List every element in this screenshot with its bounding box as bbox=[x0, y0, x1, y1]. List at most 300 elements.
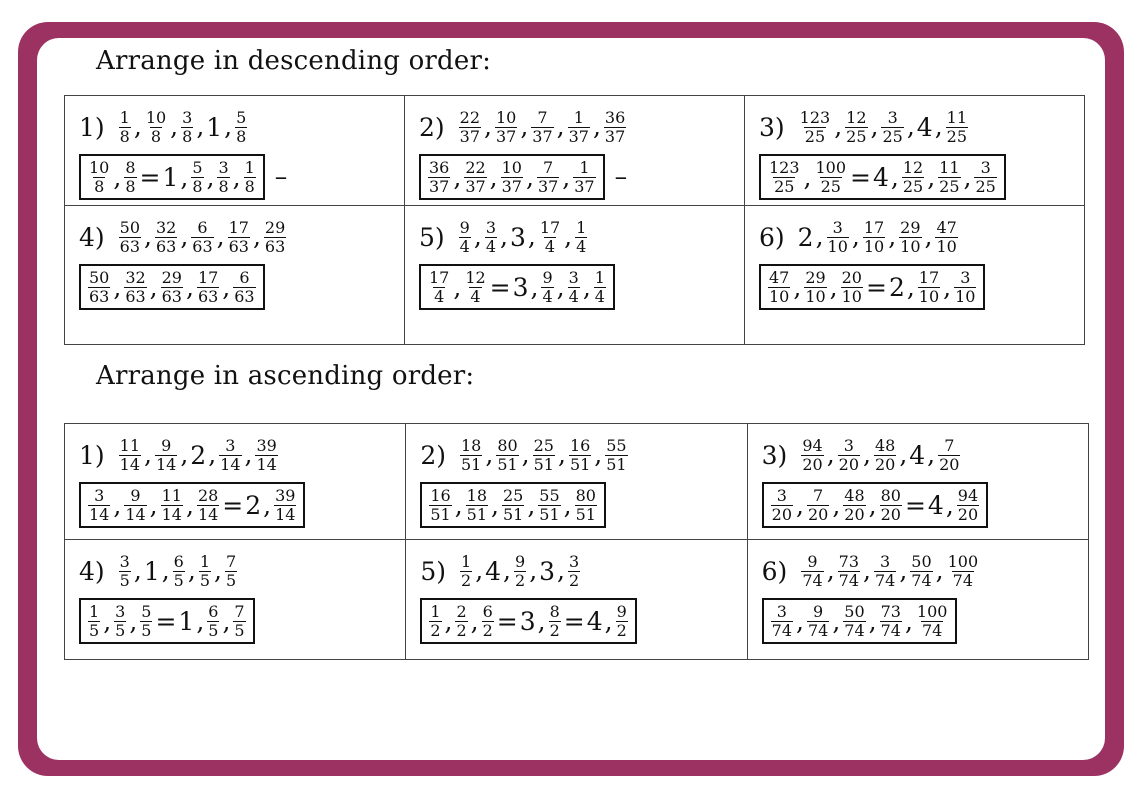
fraction bbox=[573, 157, 595, 196]
numerator: 3 bbox=[225, 435, 236, 455]
denominator: 8 bbox=[119, 126, 130, 146]
answer-box bbox=[79, 154, 265, 200]
question-expression bbox=[458, 435, 630, 474]
fraction bbox=[496, 435, 518, 474]
fraction bbox=[954, 267, 976, 306]
fraction bbox=[124, 267, 146, 306]
numerator: 123 bbox=[799, 107, 831, 127]
fraction bbox=[874, 551, 896, 590]
problem-cell bbox=[406, 540, 747, 660]
denominator: 2 bbox=[456, 620, 467, 640]
comma: , bbox=[180, 439, 189, 469]
heading-ascending: Arrange in ascending order: bbox=[96, 361, 475, 391]
numerator: 1 bbox=[430, 601, 441, 621]
denominator: 14 bbox=[275, 504, 296, 524]
comma: , bbox=[890, 163, 899, 192]
numerator: 17 bbox=[429, 267, 450, 287]
denominator: 74 bbox=[880, 620, 901, 640]
fraction bbox=[568, 267, 580, 306]
denominator: 63 bbox=[161, 286, 182, 306]
descending-table bbox=[64, 95, 1085, 345]
numerator: 3 bbox=[960, 267, 971, 287]
equals-sign: = bbox=[489, 272, 511, 302]
comma: , bbox=[927, 439, 936, 469]
fraction bbox=[228, 217, 250, 256]
comma: , bbox=[796, 607, 804, 636]
problem-cell bbox=[65, 540, 406, 660]
denominator: 10 bbox=[863, 236, 885, 256]
comma: , bbox=[527, 491, 536, 520]
question bbox=[419, 212, 744, 262]
numerator: 32 bbox=[125, 267, 146, 287]
comma: , bbox=[924, 221, 933, 251]
fraction bbox=[145, 107, 167, 146]
comma: , bbox=[473, 221, 482, 251]
numerator: 1 bbox=[461, 551, 472, 571]
numerator: 1 bbox=[576, 217, 587, 237]
numerator: 6 bbox=[208, 601, 219, 621]
problem-cell bbox=[405, 206, 745, 345]
comma: , bbox=[144, 439, 152, 469]
denominator: 8 bbox=[125, 176, 136, 196]
comma: , bbox=[562, 163, 571, 192]
comma: , bbox=[520, 111, 529, 141]
denominator: 4 bbox=[576, 236, 587, 256]
comma: , bbox=[530, 273, 539, 302]
numerator: 3 bbox=[218, 157, 229, 177]
fraction bbox=[575, 217, 587, 256]
comma: , bbox=[180, 221, 189, 251]
comma: , bbox=[113, 273, 122, 302]
fraction bbox=[838, 551, 860, 590]
fraction bbox=[771, 601, 793, 640]
denominator: 51 bbox=[606, 454, 627, 474]
denominator: 10 bbox=[841, 286, 862, 306]
fraction bbox=[616, 601, 628, 640]
numerator: 29 bbox=[900, 217, 921, 237]
comma: , bbox=[557, 555, 565, 585]
denominator: 5 bbox=[225, 570, 237, 590]
problem-number: 6) bbox=[761, 556, 788, 586]
fraction bbox=[124, 157, 136, 196]
fraction bbox=[974, 157, 996, 196]
numerator: 3 bbox=[843, 435, 854, 455]
denominator: 74 bbox=[802, 570, 823, 590]
comma: , bbox=[826, 439, 835, 469]
fraction bbox=[918, 267, 940, 306]
trailing-dash: – bbox=[614, 161, 628, 191]
fraction bbox=[531, 107, 553, 146]
numerator: 3 bbox=[776, 601, 787, 621]
comma: , bbox=[113, 163, 122, 192]
comma: , bbox=[208, 439, 217, 469]
numerator: 9 bbox=[616, 601, 627, 621]
numerator: 7 bbox=[234, 601, 245, 621]
comma: , bbox=[537, 607, 546, 636]
answer-box bbox=[79, 598, 255, 644]
denominator: 63 bbox=[192, 236, 213, 256]
fraction bbox=[863, 217, 885, 256]
numerator: 12 bbox=[465, 267, 486, 287]
comma: , bbox=[144, 221, 152, 251]
question-expression bbox=[457, 217, 590, 256]
fraction bbox=[199, 551, 211, 590]
comma: , bbox=[454, 491, 463, 520]
fraction bbox=[225, 551, 237, 590]
denominator: 2 bbox=[569, 570, 580, 590]
problem-number: 2) bbox=[420, 440, 446, 470]
comma: , bbox=[906, 273, 915, 302]
denominator: 74 bbox=[874, 570, 896, 590]
fraction bbox=[768, 157, 801, 196]
denominator: 63 bbox=[125, 286, 146, 306]
denominator: 74 bbox=[844, 620, 865, 640]
question bbox=[420, 546, 746, 596]
comma: , bbox=[594, 439, 603, 469]
numerator: 47 bbox=[769, 267, 790, 287]
comma: , bbox=[557, 439, 566, 469]
denominator: 20 bbox=[880, 504, 901, 524]
fraction bbox=[841, 267, 863, 306]
denominator: 14 bbox=[119, 454, 141, 474]
denominator: 4 bbox=[470, 286, 481, 306]
denominator: 5 bbox=[199, 570, 210, 590]
numerator: 9 bbox=[130, 485, 141, 505]
fraction bbox=[514, 551, 526, 590]
numerator: 29 bbox=[264, 217, 286, 237]
numerator: 1 bbox=[573, 107, 584, 127]
numerator: 36 bbox=[604, 107, 626, 127]
answer-row bbox=[762, 480, 1088, 528]
comma: , bbox=[252, 221, 261, 251]
comma: , bbox=[563, 491, 572, 520]
numerator: 17 bbox=[539, 217, 561, 237]
denominator: 14 bbox=[89, 504, 110, 524]
comma: , bbox=[863, 439, 871, 469]
fraction bbox=[946, 107, 968, 146]
denominator: 2 bbox=[549, 620, 560, 640]
whole-number: 4 bbox=[485, 556, 502, 586]
fraction bbox=[575, 485, 597, 524]
question bbox=[79, 102, 404, 152]
comma: , bbox=[149, 491, 158, 520]
denominator: 2 bbox=[616, 620, 627, 640]
numerator: 29 bbox=[161, 267, 182, 287]
numerator: 6 bbox=[239, 267, 250, 287]
problem-number: 6) bbox=[759, 222, 785, 252]
numerator: 3 bbox=[115, 601, 126, 621]
denominator: 37 bbox=[465, 176, 486, 196]
fraction bbox=[549, 601, 561, 640]
denominator: 51 bbox=[539, 504, 560, 524]
numerator: 100 bbox=[947, 551, 979, 571]
comma: , bbox=[133, 555, 142, 585]
fraction bbox=[537, 157, 559, 196]
numerator: 11 bbox=[161, 485, 182, 505]
denominator: 37 bbox=[459, 126, 481, 146]
comma: , bbox=[899, 439, 908, 469]
denominator: 5 bbox=[234, 620, 245, 640]
ascending-table bbox=[64, 423, 1089, 660]
numerator: 3 bbox=[569, 551, 580, 571]
comma: , bbox=[196, 111, 205, 141]
fraction bbox=[604, 107, 626, 146]
numerator: 100 bbox=[815, 157, 847, 177]
problem-number: 2) bbox=[419, 112, 445, 142]
whole-number: 1 bbox=[143, 556, 160, 586]
comma: , bbox=[834, 111, 843, 141]
whole-number: 2 bbox=[245, 490, 262, 520]
answer-box bbox=[420, 482, 606, 528]
problem-cell bbox=[65, 96, 405, 206]
fraction bbox=[881, 107, 903, 146]
numerator: 3 bbox=[776, 485, 787, 505]
numerator: 50 bbox=[911, 551, 932, 571]
fraction bbox=[464, 267, 486, 306]
numerator: 10 bbox=[89, 157, 110, 177]
denominator: 4 bbox=[568, 286, 579, 306]
answer-row bbox=[79, 480, 405, 528]
comma: , bbox=[832, 607, 841, 636]
numerator: 12 bbox=[846, 107, 867, 127]
numerator: 3 bbox=[94, 485, 105, 505]
comma: , bbox=[232, 163, 241, 192]
fraction bbox=[935, 217, 957, 256]
whole-number: 2 bbox=[888, 272, 905, 302]
fraction bbox=[429, 601, 441, 640]
fraction bbox=[428, 157, 450, 196]
answer-box bbox=[759, 264, 985, 310]
denominator: 63 bbox=[155, 236, 177, 256]
numerator: 12 bbox=[902, 157, 924, 177]
denominator: 74 bbox=[922, 620, 943, 640]
denominator: 2 bbox=[515, 570, 526, 590]
fraction bbox=[902, 157, 924, 196]
comma: , bbox=[491, 491, 499, 520]
comma: , bbox=[485, 439, 494, 469]
numerator: 47 bbox=[936, 217, 957, 237]
equals-sign: = bbox=[865, 272, 887, 302]
answer-row bbox=[79, 596, 405, 644]
question-expression bbox=[797, 217, 960, 256]
denominator: 8 bbox=[94, 176, 105, 196]
denominator: 4 bbox=[594, 286, 605, 306]
comma: , bbox=[826, 555, 835, 585]
problem-cell bbox=[406, 424, 747, 540]
numerator: 6 bbox=[173, 551, 184, 571]
fraction bbox=[801, 435, 823, 474]
numerator: 9 bbox=[515, 551, 526, 571]
numerator: 9 bbox=[813, 601, 824, 621]
denominator: 5 bbox=[89, 620, 100, 640]
numerator: 50 bbox=[844, 601, 865, 621]
fraction bbox=[255, 435, 277, 474]
denominator: 20 bbox=[771, 504, 793, 524]
whole-number: 1 bbox=[206, 112, 223, 142]
numerator: 3 bbox=[119, 551, 130, 571]
answer-row bbox=[79, 152, 404, 200]
question bbox=[762, 430, 1088, 480]
fraction bbox=[541, 267, 553, 306]
problem-cell bbox=[745, 96, 1085, 206]
comma: , bbox=[263, 491, 272, 520]
answer-row bbox=[759, 262, 1084, 310]
comma: , bbox=[829, 273, 838, 302]
fraction bbox=[264, 217, 286, 256]
fraction bbox=[807, 601, 829, 640]
fraction bbox=[957, 485, 979, 524]
answer-row bbox=[420, 480, 746, 528]
equals-sign: = bbox=[850, 162, 871, 192]
numerator: 9 bbox=[807, 551, 818, 571]
denominator: 5 bbox=[115, 620, 126, 640]
question bbox=[420, 430, 746, 480]
fraction bbox=[874, 435, 896, 474]
whole-number: 4 bbox=[586, 606, 603, 636]
denominator: 4 bbox=[485, 236, 496, 256]
table-row bbox=[65, 424, 1089, 540]
comma: , bbox=[529, 555, 538, 585]
question bbox=[419, 102, 744, 152]
denominator: 2 bbox=[461, 570, 472, 590]
denominator: 5 bbox=[141, 620, 152, 640]
denominator: 51 bbox=[575, 504, 596, 524]
answer-box bbox=[79, 264, 265, 310]
fraction bbox=[155, 217, 177, 256]
whole-number: 4 bbox=[873, 162, 889, 192]
fraction bbox=[838, 435, 860, 474]
whole-number: 1 bbox=[162, 162, 179, 192]
fraction bbox=[466, 485, 488, 524]
numerator: 1 bbox=[89, 601, 100, 621]
comma: , bbox=[222, 273, 231, 302]
comma: , bbox=[475, 555, 484, 585]
answer-row bbox=[420, 596, 746, 644]
numerator: 100 bbox=[916, 601, 948, 621]
fraction bbox=[501, 157, 523, 196]
fraction bbox=[429, 485, 451, 524]
denominator: 25 bbox=[820, 176, 841, 196]
fraction bbox=[233, 267, 255, 306]
comma: , bbox=[224, 111, 233, 141]
denominator: 25 bbox=[946, 126, 968, 146]
denominator: 8 bbox=[236, 126, 247, 146]
numerator: 25 bbox=[533, 435, 554, 455]
denominator: 37 bbox=[429, 176, 450, 196]
comma: , bbox=[185, 491, 194, 520]
problem-cell bbox=[65, 424, 406, 540]
problem-number: 4) bbox=[79, 556, 105, 586]
denominator: 51 bbox=[461, 454, 482, 474]
numerator: 11 bbox=[939, 157, 960, 177]
numerator: 17 bbox=[863, 217, 885, 237]
denominator: 74 bbox=[838, 570, 859, 590]
comma: , bbox=[935, 555, 944, 585]
comma: , bbox=[556, 111, 565, 141]
fraction bbox=[880, 485, 902, 524]
numerator: 1 bbox=[244, 157, 255, 177]
whole-number: 2 bbox=[797, 222, 814, 252]
problem-number: 5) bbox=[420, 556, 446, 586]
comma: , bbox=[216, 221, 225, 251]
problem-number: 4) bbox=[79, 222, 105, 252]
fraction bbox=[605, 435, 627, 474]
denominator: 25 bbox=[882, 126, 903, 146]
fraction bbox=[428, 267, 450, 306]
comma: , bbox=[906, 111, 915, 141]
numerator: 3 bbox=[880, 551, 891, 571]
denominator: 37 bbox=[495, 126, 517, 146]
fraction bbox=[88, 157, 110, 196]
denominator: 63 bbox=[234, 286, 255, 306]
fraction bbox=[197, 485, 219, 524]
fraction bbox=[938, 435, 960, 474]
denominator: 2 bbox=[430, 620, 441, 640]
numerator: 36 bbox=[429, 157, 450, 177]
numerator: 50 bbox=[89, 267, 110, 287]
fraction bbox=[568, 551, 580, 590]
denominator: 4 bbox=[434, 286, 445, 306]
numerator: 28 bbox=[197, 485, 219, 505]
numerator: 7 bbox=[944, 435, 955, 455]
comma: , bbox=[129, 607, 138, 636]
comma: , bbox=[796, 491, 804, 520]
comma: , bbox=[170, 111, 179, 141]
question bbox=[79, 546, 405, 596]
comma: , bbox=[927, 163, 936, 192]
fraction bbox=[799, 107, 832, 146]
comma: , bbox=[470, 607, 479, 636]
fraction bbox=[801, 551, 823, 590]
numerator: 11 bbox=[946, 107, 968, 127]
numerator: 80 bbox=[880, 485, 901, 505]
numerator: 3 bbox=[568, 267, 579, 287]
trailing-dash: – bbox=[274, 161, 288, 191]
numerator: 39 bbox=[256, 435, 277, 455]
comma: , bbox=[206, 163, 215, 192]
denominator: 37 bbox=[532, 126, 553, 146]
answer-box bbox=[79, 482, 305, 528]
fraction bbox=[459, 107, 481, 146]
denominator: 10 bbox=[918, 286, 940, 306]
table-row bbox=[65, 206, 1085, 345]
fraction bbox=[539, 217, 561, 256]
answer-row bbox=[762, 596, 1088, 644]
denominator: 10 bbox=[900, 236, 921, 256]
denominator: 37 bbox=[501, 176, 522, 196]
numerator: 18 bbox=[461, 435, 482, 455]
fraction bbox=[119, 435, 141, 474]
comma: , bbox=[453, 163, 462, 192]
denominator: 20 bbox=[838, 454, 859, 474]
fraction bbox=[594, 267, 606, 306]
denominator: 37 bbox=[568, 126, 589, 146]
numerator: 10 bbox=[495, 107, 517, 127]
question-expression bbox=[117, 551, 239, 590]
denominator: 51 bbox=[430, 504, 451, 524]
numerator: 8 bbox=[125, 157, 136, 177]
denominator: 20 bbox=[802, 454, 823, 474]
question bbox=[79, 212, 404, 262]
comma: , bbox=[815, 221, 824, 251]
denominator: 8 bbox=[150, 126, 162, 146]
question-expression bbox=[458, 551, 582, 590]
equals-sign: = bbox=[222, 490, 244, 520]
numerator: 48 bbox=[874, 435, 896, 455]
denominator: 14 bbox=[256, 454, 277, 474]
numerator: 10 bbox=[145, 107, 167, 127]
comma: , bbox=[888, 221, 897, 251]
